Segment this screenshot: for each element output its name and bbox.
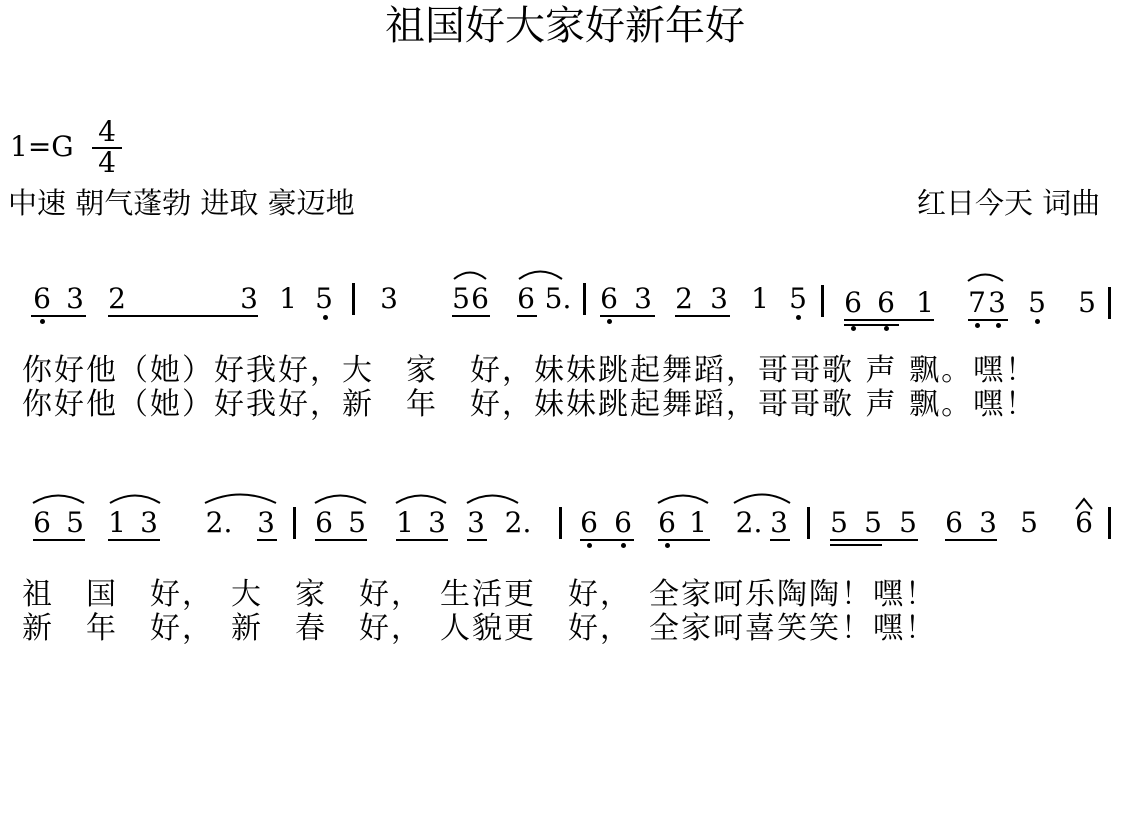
- beam-underline: [31, 315, 86, 317]
- beam-underline: [315, 539, 367, 541]
- barline: [559, 507, 562, 539]
- lyric-line-2: 你好他（她）好我好，新 年 好，妹妹跳起舞蹈，哥哥歌 声 飘。嘿！: [22, 387, 1038, 422]
- lower-octave-dot: [1035, 319, 1040, 324]
- lower-octave-dot: [621, 543, 626, 548]
- beam-underline: [467, 539, 487, 541]
- note: 3: [428, 506, 446, 539]
- note: 6: [877, 286, 895, 319]
- note: 3: [66, 282, 84, 315]
- note: 2: [675, 282, 693, 315]
- slur: [315, 496, 366, 504]
- note: 5: [315, 282, 333, 315]
- note: 6: [315, 506, 333, 539]
- tempo-marking: 中速 朝气蓬勃 进取 豪迈地: [8, 186, 355, 220]
- note: 6: [658, 506, 676, 539]
- lower-octave-dot: [975, 323, 980, 328]
- note: 3: [240, 282, 258, 315]
- note: 3: [710, 282, 728, 315]
- beam-underline: [33, 539, 85, 541]
- note: 3: [380, 282, 398, 315]
- note: 5: [830, 506, 848, 539]
- song-title: 祖国好大家好新年好: [385, 3, 745, 49]
- note: 6: [844, 286, 862, 319]
- slur: [968, 275, 1003, 282]
- slur: [658, 496, 708, 504]
- beam-underline: [108, 315, 258, 317]
- note: 7: [968, 286, 986, 319]
- time-denominator: 4: [98, 146, 116, 179]
- lower-octave-dot: [851, 326, 856, 331]
- beam-underline: [830, 544, 882, 546]
- slur: [454, 273, 486, 280]
- note: 3: [140, 506, 158, 539]
- slur: [33, 496, 84, 504]
- lower-octave-dot: [587, 543, 592, 548]
- note: 1: [396, 506, 414, 539]
- note: 6: [600, 282, 618, 315]
- lower-octave-dot: [884, 326, 889, 331]
- note: 6: [945, 506, 963, 539]
- beam-underline: [257, 539, 277, 541]
- beam-underline: [770, 539, 790, 541]
- note: 2.: [205, 506, 233, 539]
- beam-underline: [945, 539, 997, 541]
- slur: [205, 495, 276, 504]
- barline: [821, 285, 824, 317]
- lyric-line-1: 祖 国 好， 大 家 好， 生活更 好， 全家呵乐陶陶！嘿！: [22, 577, 937, 612]
- note: 6: [33, 506, 51, 539]
- note: 3: [979, 506, 997, 539]
- barline: [1108, 507, 1111, 539]
- lower-octave-dot: [996, 323, 1001, 328]
- beam-underline: [830, 539, 918, 541]
- time-numerator: 4: [98, 115, 116, 148]
- beam-underline: [844, 319, 934, 321]
- note: 6: [614, 506, 632, 539]
- note: 2: [108, 282, 126, 315]
- note: 5: [1078, 286, 1096, 319]
- slur: [734, 495, 790, 504]
- note: 1: [279, 282, 297, 315]
- note: 5: [66, 506, 84, 539]
- note: 6: [471, 282, 489, 315]
- slur: [519, 272, 562, 280]
- beam-underline: [517, 315, 537, 317]
- note: 3: [467, 506, 485, 539]
- beam-underline: [658, 539, 710, 541]
- lower-octave-dot: [40, 319, 45, 324]
- beam-underline: [968, 319, 1008, 321]
- note: 1: [108, 506, 126, 539]
- lower-octave-dot: [607, 319, 612, 324]
- note: 5: [1020, 506, 1038, 539]
- note: 3: [634, 282, 652, 315]
- note: 3: [988, 286, 1006, 319]
- beam-underline: [452, 315, 490, 317]
- lyric-line-1: 你好他（她）好我好，大 家 好，妹妹跳起舞蹈，哥哥歌 声 飘。嘿！: [22, 353, 1038, 388]
- barline: [1108, 287, 1111, 319]
- note: 5: [899, 506, 917, 539]
- barline: [583, 283, 586, 315]
- credit: 红日今天 词曲: [917, 186, 1101, 220]
- lower-octave-dot: [665, 543, 670, 548]
- key-signature: 1=G: [10, 130, 74, 163]
- beam-underline: [108, 539, 160, 541]
- note: 6: [580, 506, 598, 539]
- lower-octave-dot: [796, 315, 801, 320]
- lyric-line-2: 新 年 好， 新 春 好， 人貌更 好， 全家呵喜笑笑！嘿！: [22, 611, 937, 646]
- slur: [110, 496, 160, 504]
- barline: [807, 507, 810, 539]
- note: 5: [789, 282, 807, 315]
- barline: [293, 507, 296, 539]
- note: 1: [689, 506, 707, 539]
- note: 6: [1075, 506, 1093, 539]
- lower-octave-dot: [323, 315, 328, 320]
- note: 5: [864, 506, 882, 539]
- note: 3: [257, 506, 275, 539]
- note: 2.: [735, 506, 763, 539]
- note: 5: [348, 506, 366, 539]
- barline: [352, 283, 355, 315]
- beam-underline: [580, 539, 634, 541]
- slur: [396, 496, 446, 504]
- slur: [467, 496, 518, 504]
- note: 5.: [544, 282, 572, 315]
- note: 3: [770, 506, 788, 539]
- beam-underline: [396, 539, 448, 541]
- note: 1: [751, 282, 769, 315]
- note: 1: [916, 286, 934, 319]
- note: 6: [33, 282, 51, 315]
- note: 6: [517, 282, 535, 315]
- note: 5: [452, 282, 470, 315]
- beam-underline: [600, 315, 655, 317]
- note: 2.: [504, 506, 532, 539]
- beam-underline: [675, 315, 730, 317]
- note: 5: [1028, 286, 1046, 319]
